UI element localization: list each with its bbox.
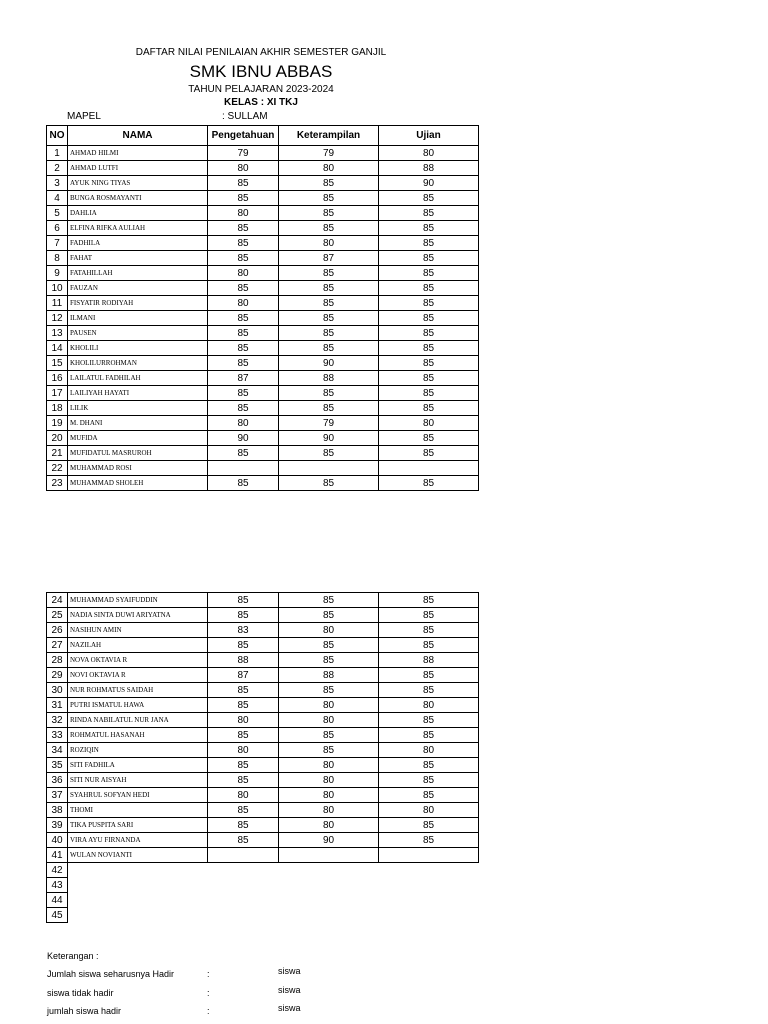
empty-name-cell — [68, 863, 208, 878]
table-header-row — [47, 126, 479, 146]
score-keterampilan: 85 — [279, 446, 379, 461]
score-pengetahuan: 85 — [208, 281, 279, 296]
score-keterampilan: 88 — [279, 668, 379, 683]
score-keterampilan: 85 — [279, 653, 379, 668]
column-header-no: NO — [47, 126, 68, 146]
student-no: 23 — [47, 476, 68, 491]
student-no: 31 — [47, 698, 68, 713]
class-label: KELAS : XI TKJ — [224, 97, 298, 108]
student-row — [47, 743, 479, 758]
student-no: 40 — [47, 833, 68, 848]
school-name: SMK IBNU ABBAS — [189, 62, 333, 81]
score-ujian: 85 — [379, 638, 479, 653]
student-name: AHMAD LUTFI — [68, 161, 208, 176]
score-pengetahuan: 85 — [208, 191, 279, 206]
student-row — [47, 773, 479, 788]
student-no: 28 — [47, 653, 68, 668]
score-ujian: 80 — [379, 743, 479, 758]
score-ujian: 80 — [379, 416, 479, 431]
student-name: NASIHUN AMIN — [68, 623, 208, 638]
column-header-keterampilan: Keterampilan — [279, 126, 379, 146]
student-name: THOMI — [68, 803, 208, 818]
student-row — [47, 281, 479, 296]
student-row — [47, 341, 479, 356]
student-name: MUFIDATUL MASRUROH — [68, 446, 208, 461]
score-pengetahuan: 85 — [208, 311, 279, 326]
student-no: 11 — [47, 296, 68, 311]
score-ujian: 85 — [379, 773, 479, 788]
empty-row — [47, 908, 479, 923]
student-row — [47, 206, 479, 221]
score-keterampilan: 80 — [279, 788, 379, 803]
student-row — [47, 161, 479, 176]
student-row — [47, 221, 479, 236]
student-no: 33 — [47, 728, 68, 743]
score-pengetahuan: 85 — [208, 251, 279, 266]
score-pengetahuan: 80 — [208, 788, 279, 803]
student-no: 19 — [47, 416, 68, 431]
score-ujian: 85 — [379, 341, 479, 356]
student-row — [47, 326, 479, 341]
student-no: 15 — [47, 356, 68, 371]
score-keterampilan: 85 — [279, 593, 379, 608]
score-ujian: 85 — [379, 326, 479, 341]
student-name: NAZILAH — [68, 638, 208, 653]
score-pengetahuan: 85 — [208, 326, 279, 341]
student-no: 26 — [47, 623, 68, 638]
score-keterampilan: 85 — [279, 608, 379, 623]
empty-row — [47, 893, 479, 908]
score-ujian: 85 — [379, 683, 479, 698]
student-name: FADHILA — [68, 236, 208, 251]
student-name: LILIK — [68, 401, 208, 416]
score-keterampilan: 79 — [279, 146, 379, 161]
score-pengetahuan: 80 — [208, 266, 279, 281]
student-no: 14 — [47, 341, 68, 356]
student-row — [47, 416, 479, 431]
student-name: SITI NUR AISYAH — [68, 773, 208, 788]
student-row — [47, 146, 479, 161]
student-row — [47, 608, 479, 623]
row-number: 43 — [47, 878, 68, 893]
student-no: 4 — [47, 191, 68, 206]
student-name: RINDA NABILATUL NUR JANA — [68, 713, 208, 728]
score-pengetahuan — [208, 461, 279, 476]
student-no: 8 — [47, 251, 68, 266]
score-keterampilan: 85 — [279, 191, 379, 206]
student-name: MUFIDA — [68, 431, 208, 446]
column-header-ujian: Ujian — [379, 126, 479, 146]
student-row — [47, 311, 479, 326]
score-keterampilan: 85 — [279, 296, 379, 311]
score-keterampilan: 85 — [279, 401, 379, 416]
score-pengetahuan: 80 — [208, 743, 279, 758]
student-name: LAILIYAH HAYATI — [68, 386, 208, 401]
student-name: NOVA OKTAVIA R — [68, 653, 208, 668]
student-no: 24 — [47, 593, 68, 608]
score-ujian: 85 — [379, 356, 479, 371]
score-ujian: 85 — [379, 668, 479, 683]
score-pengetahuan: 80 — [208, 206, 279, 221]
student-no: 41 — [47, 848, 68, 863]
score-ujian: 85 — [379, 401, 479, 416]
student-name: PAUSEN — [68, 326, 208, 341]
student-row — [47, 266, 479, 281]
student-no: 9 — [47, 266, 68, 281]
note-colon: : — [207, 988, 210, 998]
student-row — [47, 788, 479, 803]
student-row — [47, 623, 479, 638]
score-keterampilan: 79 — [279, 416, 379, 431]
score-pengetahuan: 87 — [208, 668, 279, 683]
student-name: MUHAMMAD SYAIFUDDIN — [68, 593, 208, 608]
student-name: ROHMATUL HASANAH — [68, 728, 208, 743]
empty-cell — [208, 878, 279, 893]
score-ujian: 85 — [379, 251, 479, 266]
student-row — [47, 236, 479, 251]
student-no: 39 — [47, 818, 68, 833]
score-keterampilan: 85 — [279, 221, 379, 236]
student-no: 18 — [47, 401, 68, 416]
empty-cell — [379, 863, 479, 878]
score-pengetahuan: 85 — [208, 341, 279, 356]
student-name: FATAHILLAH — [68, 266, 208, 281]
score-keterampilan: 80 — [279, 773, 379, 788]
note-label: siswa tidak hadir — [47, 988, 114, 998]
score-pengetahuan: 80 — [208, 296, 279, 311]
score-keterampilan: 90 — [279, 833, 379, 848]
student-no: 16 — [47, 371, 68, 386]
score-keterampilan: 90 — [279, 431, 379, 446]
student-no: 3 — [47, 176, 68, 191]
student-row — [47, 446, 479, 461]
row-number: 45 — [47, 908, 68, 923]
score-keterampilan: 85 — [279, 341, 379, 356]
score-ujian: 88 — [379, 653, 479, 668]
note-label: Jumlah siswa seharusnya Hadir — [47, 969, 175, 979]
score-pengetahuan: 85 — [208, 818, 279, 833]
score-ujian: 85 — [379, 266, 479, 281]
score-keterampilan: 80 — [279, 698, 379, 713]
note-label: jumlah siswa hadir — [47, 1006, 122, 1016]
score-keterampilan: 85 — [279, 311, 379, 326]
student-no: 22 — [47, 461, 68, 476]
student-no: 21 — [47, 446, 68, 461]
score-ujian: 85 — [379, 371, 479, 386]
student-no: 34 — [47, 743, 68, 758]
student-no: 13 — [47, 326, 68, 341]
student-row — [47, 728, 479, 743]
score-ujian: 85 — [379, 431, 479, 446]
student-name: KHOLILURROHMAN — [68, 356, 208, 371]
score-keterampilan: 85 — [279, 176, 379, 191]
score-ujian: 80 — [379, 146, 479, 161]
score-keterampilan: 80 — [279, 758, 379, 773]
score-keterampilan: 80 — [279, 818, 379, 833]
score-pengetahuan: 80 — [208, 713, 279, 728]
student-name: FAHAT — [68, 251, 208, 266]
student-row — [47, 593, 479, 608]
empty-cell — [279, 893, 379, 908]
student-name: NADIA SINTA DUWI ARIYATNA — [68, 608, 208, 623]
student-name: FAUZAN — [68, 281, 208, 296]
note-colon: : — [207, 969, 210, 979]
score-pengetahuan: 85 — [208, 593, 279, 608]
score-keterampilan: 80 — [279, 236, 379, 251]
empty-row — [47, 878, 479, 893]
score-ujian — [379, 848, 479, 863]
empty-name-cell — [68, 893, 208, 908]
score-pengetahuan: 85 — [208, 728, 279, 743]
score-pengetahuan: 85 — [208, 221, 279, 236]
score-keterampilan: 80 — [279, 623, 379, 638]
score-keterampilan: 87 — [279, 251, 379, 266]
student-row — [47, 176, 479, 191]
subject-label: MAPEL — [67, 111, 101, 122]
score-pengetahuan: 83 — [208, 623, 279, 638]
student-no: 2 — [47, 161, 68, 176]
student-no: 38 — [47, 803, 68, 818]
student-row — [47, 476, 479, 491]
student-no: 29 — [47, 668, 68, 683]
document-subtitle: DAFTAR NILAI PENILAIAN AKHIR SEMESTER GANJIL — [135, 47, 387, 58]
score-keterampilan — [279, 848, 379, 863]
score-ujian: 85 — [379, 758, 479, 773]
column-header-pengetahuan: Pengetahuan — [208, 126, 279, 146]
student-name: PUTRI ISMATUL HAWA — [68, 698, 208, 713]
score-keterampilan: 85 — [279, 476, 379, 491]
score-keterampilan: 85 — [279, 728, 379, 743]
student-no: 27 — [47, 638, 68, 653]
score-ujian — [379, 461, 479, 476]
score-ujian: 85 — [379, 386, 479, 401]
note-colon: : — [207, 1006, 210, 1016]
score-ujian: 85 — [379, 191, 479, 206]
score-pengetahuan: 85 — [208, 236, 279, 251]
student-row — [47, 638, 479, 653]
student-row — [47, 461, 479, 476]
empty-cell — [208, 908, 279, 923]
student-name: ROZIQIN — [68, 743, 208, 758]
score-ujian: 90 — [379, 176, 479, 191]
student-no: 37 — [47, 788, 68, 803]
empty-cell — [279, 863, 379, 878]
student-name: SITI FADHILA — [68, 758, 208, 773]
student-row — [47, 668, 479, 683]
student-no: 5 — [47, 206, 68, 221]
row-number: 44 — [47, 893, 68, 908]
score-pengetahuan: 85 — [208, 176, 279, 191]
student-row — [47, 386, 479, 401]
student-row — [47, 698, 479, 713]
student-name: MUHAMMAD ROSI — [68, 461, 208, 476]
score-pengetahuan: 85 — [208, 401, 279, 416]
score-keterampilan: 88 — [279, 371, 379, 386]
score-keterampilan — [279, 461, 379, 476]
row-number: 42 — [47, 863, 68, 878]
student-name: VIRA AYU FIRNANDA — [68, 833, 208, 848]
score-keterampilan: 85 — [279, 281, 379, 296]
grades-table-part2 — [46, 592, 479, 923]
student-name: TIKA PUSPITA SARI — [68, 818, 208, 833]
student-row — [47, 356, 479, 371]
score-pengetahuan: 85 — [208, 446, 279, 461]
student-row — [47, 683, 479, 698]
score-pengetahuan: 85 — [208, 638, 279, 653]
student-name: M. DHANI — [68, 416, 208, 431]
score-ujian: 85 — [379, 833, 479, 848]
score-ujian: 80 — [379, 698, 479, 713]
score-ujian: 80 — [379, 803, 479, 818]
empty-cell — [208, 863, 279, 878]
score-keterampilan: 85 — [279, 326, 379, 341]
score-keterampilan: 85 — [279, 386, 379, 401]
student-row — [47, 833, 479, 848]
student-name: AHMAD HILMI — [68, 146, 208, 161]
student-row — [47, 818, 479, 833]
student-no: 12 — [47, 311, 68, 326]
student-name: DAHLIA — [68, 206, 208, 221]
empty-cell — [379, 878, 479, 893]
score-pengetahuan: 80 — [208, 416, 279, 431]
note-unit: siswa — [278, 985, 301, 995]
note-unit: siswa — [278, 1003, 301, 1013]
student-no: 36 — [47, 773, 68, 788]
student-row — [47, 431, 479, 446]
student-no: 17 — [47, 386, 68, 401]
score-ujian: 85 — [379, 296, 479, 311]
score-pengetahuan: 85 — [208, 386, 279, 401]
student-row — [47, 401, 479, 416]
student-no: 20 — [47, 431, 68, 446]
score-ujian: 85 — [379, 281, 479, 296]
score-pengetahuan: 85 — [208, 683, 279, 698]
score-pengetahuan: 85 — [208, 356, 279, 371]
student-row — [47, 251, 479, 266]
score-keterampilan: 85 — [279, 683, 379, 698]
score-ujian: 85 — [379, 476, 479, 491]
empty-cell — [379, 893, 479, 908]
empty-cell — [279, 908, 379, 923]
score-ujian: 85 — [379, 593, 479, 608]
empty-cell — [379, 908, 479, 923]
student-name: NOVI OKTAVIA R — [68, 668, 208, 683]
score-keterampilan: 80 — [279, 161, 379, 176]
score-pengetahuan: 85 — [208, 476, 279, 491]
student-name: SYAHRUL SOFYAN HEDI — [68, 788, 208, 803]
grades-table-part1 — [46, 125, 479, 491]
student-no: 6 — [47, 221, 68, 236]
score-keterampilan: 90 — [279, 356, 379, 371]
note-unit: siswa — [278, 966, 301, 976]
student-name: AYUK NING TIYAS — [68, 176, 208, 191]
score-ujian: 85 — [379, 206, 479, 221]
student-name: MUHAMMAD SHOLEH — [68, 476, 208, 491]
student-row — [47, 803, 479, 818]
empty-cell — [279, 878, 379, 893]
student-name: FISYATIR RODIYAH — [68, 296, 208, 311]
student-no: 1 — [47, 146, 68, 161]
score-pengetahuan: 85 — [208, 773, 279, 788]
score-ujian: 85 — [379, 311, 479, 326]
score-keterampilan: 80 — [279, 803, 379, 818]
student-name: KHOLILI — [68, 341, 208, 356]
student-row — [47, 191, 479, 206]
student-no: 32 — [47, 713, 68, 728]
score-ujian: 85 — [379, 221, 479, 236]
score-pengetahuan: 90 — [208, 431, 279, 446]
score-keterampilan: 85 — [279, 266, 379, 281]
student-name: BUNGA ROSMAYANTI — [68, 191, 208, 206]
student-row — [47, 758, 479, 773]
score-pengetahuan: 85 — [208, 803, 279, 818]
score-pengetahuan: 80 — [208, 161, 279, 176]
score-pengetahuan: 87 — [208, 371, 279, 386]
score-ujian: 85 — [379, 446, 479, 461]
notes-title: Keterangan : — [47, 951, 99, 961]
score-ujian: 85 — [379, 608, 479, 623]
score-ujian: 85 — [379, 788, 479, 803]
score-keterampilan: 85 — [279, 743, 379, 758]
student-row — [47, 848, 479, 863]
score-pengetahuan: 85 — [208, 758, 279, 773]
score-keterampilan: 85 — [279, 206, 379, 221]
student-no: 10 — [47, 281, 68, 296]
student-row — [47, 296, 479, 311]
score-ujian: 85 — [379, 713, 479, 728]
score-pengetahuan: 85 — [208, 608, 279, 623]
student-row — [47, 713, 479, 728]
score-ujian: 85 — [379, 818, 479, 833]
empty-name-cell — [68, 878, 208, 893]
student-name: LAILATUL FADHILAH — [68, 371, 208, 386]
student-row — [47, 653, 479, 668]
student-name: ELFINA RIFKA AULIAH — [68, 221, 208, 236]
score-ujian: 85 — [379, 623, 479, 638]
subject-value: : SULLAM — [222, 111, 268, 122]
column-header-nama: NAMA — [68, 126, 208, 146]
score-keterampilan: 85 — [279, 638, 379, 653]
academic-year: TAHUN PELAJARAN 2023-2024 — [188, 84, 334, 95]
student-no: 25 — [47, 608, 68, 623]
score-pengetahuan — [208, 848, 279, 863]
score-keterampilan: 80 — [279, 713, 379, 728]
score-ujian: 85 — [379, 236, 479, 251]
empty-row — [47, 863, 479, 878]
score-pengetahuan: 79 — [208, 146, 279, 161]
student-name: WULAN NOVIANTI — [68, 848, 208, 863]
student-name: NUR ROHMATUS SAIDAH — [68, 683, 208, 698]
empty-cell — [208, 893, 279, 908]
student-no: 7 — [47, 236, 68, 251]
score-pengetahuan: 88 — [208, 653, 279, 668]
student-name: ILMANI — [68, 311, 208, 326]
score-pengetahuan: 85 — [208, 698, 279, 713]
student-row — [47, 371, 479, 386]
score-ujian: 85 — [379, 728, 479, 743]
student-no: 30 — [47, 683, 68, 698]
empty-name-cell — [68, 908, 208, 923]
student-no: 35 — [47, 758, 68, 773]
score-ujian: 88 — [379, 161, 479, 176]
score-pengetahuan: 85 — [208, 833, 279, 848]
